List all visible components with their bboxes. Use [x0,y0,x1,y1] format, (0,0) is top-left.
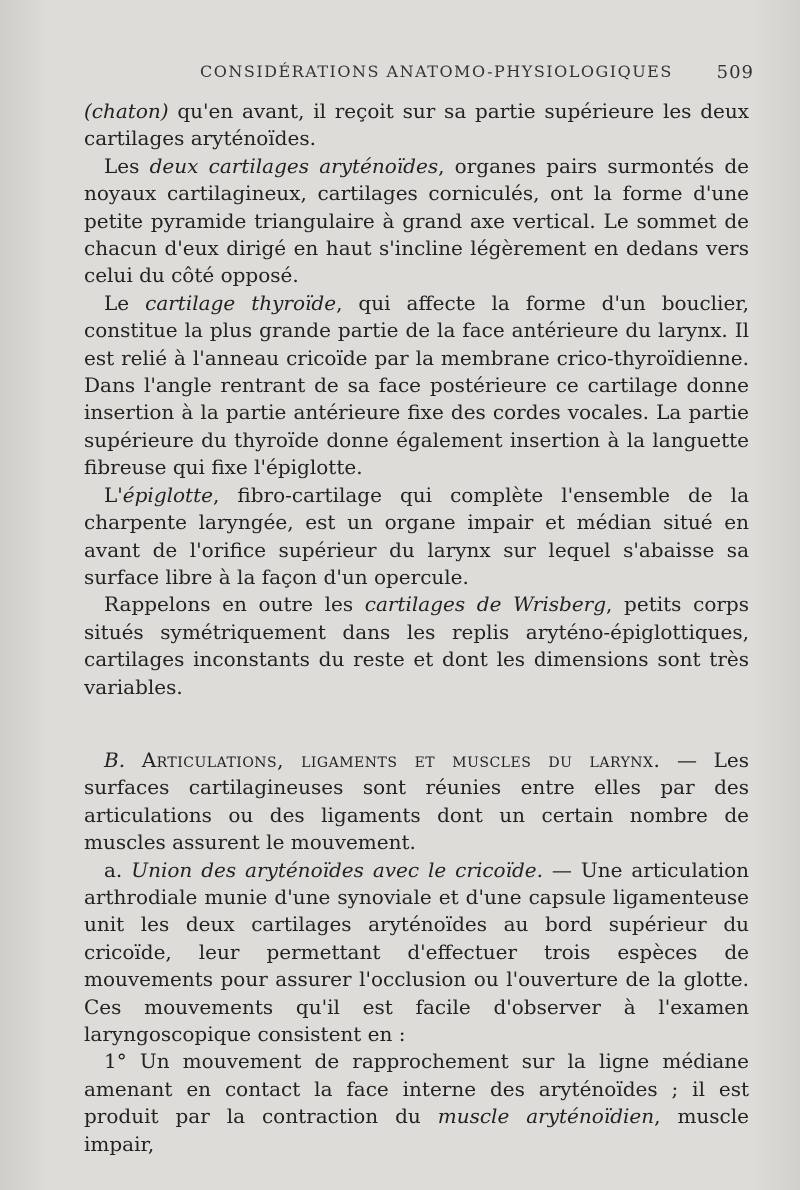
body-text [84,98,749,1158]
subsection-letter: a. [104,857,123,882]
paragraph-arytenoides [84,153,749,290]
paragraph-lead: Le [104,290,146,315]
paragraph-term: cartilages de Wrisberg [364,592,607,617]
item-tail: , muscle impair, [84,1104,749,1156]
paragraph-text: qu'en avant, il reçoit sur sa partie supérieure les deux cartilages aryténoïdes. [84,99,749,151]
paragraph-lead: L' [104,482,123,507]
subsection-text: — Une articulation arthrodiale munie d'une synoviale et d'une capsule ligamenteuse unit les deux cartilages aryténoïdes au bord supérieur du cricoïde, leur permettant d'effectuer trois espèces de mouvements pour assurer l'occlusion ou l'ouverture de la glotte. Ces mouvements qu'il est facile d'observer à l'examen laryngoscopique consistent en : [84,857,750,1046]
paragraph-text: , fibro-cartilage qui complète l'ensemble de la charpente laryngée, est un organe impair et médian situé en avant de l'orifice supérieur du larynx sur lequel s'abaisse sa surface libre à la façon d'un opercule. [84,482,749,589]
paragraph-text: , qui affecte la forme d'un bouclier, constitue la plus grande partie de la face antérieure du larynx. Il est relié à l'anneau cricoïde par la membrane crico-thyroïdienne. Dans l'angle rentrant de sa face postérieure ce cartilage donne insertion à la partie antérieure fixe des cordes vocales. La partie supérieure du thyroïde donne également insertion à la languette fibreuse qui fixe l'épiglotte. [84,290,749,480]
paragraph-thyroide [84,290,749,482]
page-number: 509 [716,62,754,83]
item-text: Un mouvement de rapprochement sur la ligne médiane amenant en contact la face interne des aryténoïdes ; il est produit par la contraction du [84,1049,749,1129]
list-item-1 [84,1048,749,1158]
running-title: CONSIDÉRATIONS ANATOMO-PHYSIOLOGIQUES [200,62,673,81]
page-header [200,62,772,88]
section-dash: — [660,747,714,772]
section-heading: Articulations, ligaments et muscles du larynx. [141,747,661,772]
paragraph-text: , petits corps situés symétriquement dans les replis aryténo-épiglottiques, cartilages inconstants du reste et dont les dimensions sont très variables. [84,592,749,699]
subsection-heading: Union des aryténoïdes avec le cricoïde. [131,857,543,882]
subsection-a [84,857,749,1049]
paragraph-term: épiglotte [122,482,213,507]
item-term: muscle aryténoïdien [437,1104,655,1129]
paragraph-term: deux cartilages aryténoïdes [149,153,439,178]
section-letter: B. [104,747,126,772]
paragraph-lead: Les [104,153,150,178]
item-number: 1° [104,1049,127,1074]
section-gap [84,701,749,747]
paragraph-text: , organes pairs surmontés de noyaux cartilagineux, cartilages corniculés, ont la forme d'une petite pyramide triangulaire à grand axe vertical. Le sommet de chacun d'eux dirigé en haut s'incline légèrement en dedans vers celui du côté opposé. [84,153,749,288]
paragraph-term: cartilage thyroïde [145,290,337,315]
paragraph-lead: Rappelons en outre les [104,592,365,617]
paragraph-chaton [84,98,749,153]
section-b [84,747,749,857]
paragraph-lead-italic: (chaton) [84,99,169,123]
paragraph-wrisberg [84,591,749,701]
section-text: Les surfaces cartilagineuses sont réunies entre elles par des articulations ou des ligaments dont un certain nombre de muscles assurent le mouvement. [84,747,750,855]
paragraph-epiglotte [84,482,749,592]
